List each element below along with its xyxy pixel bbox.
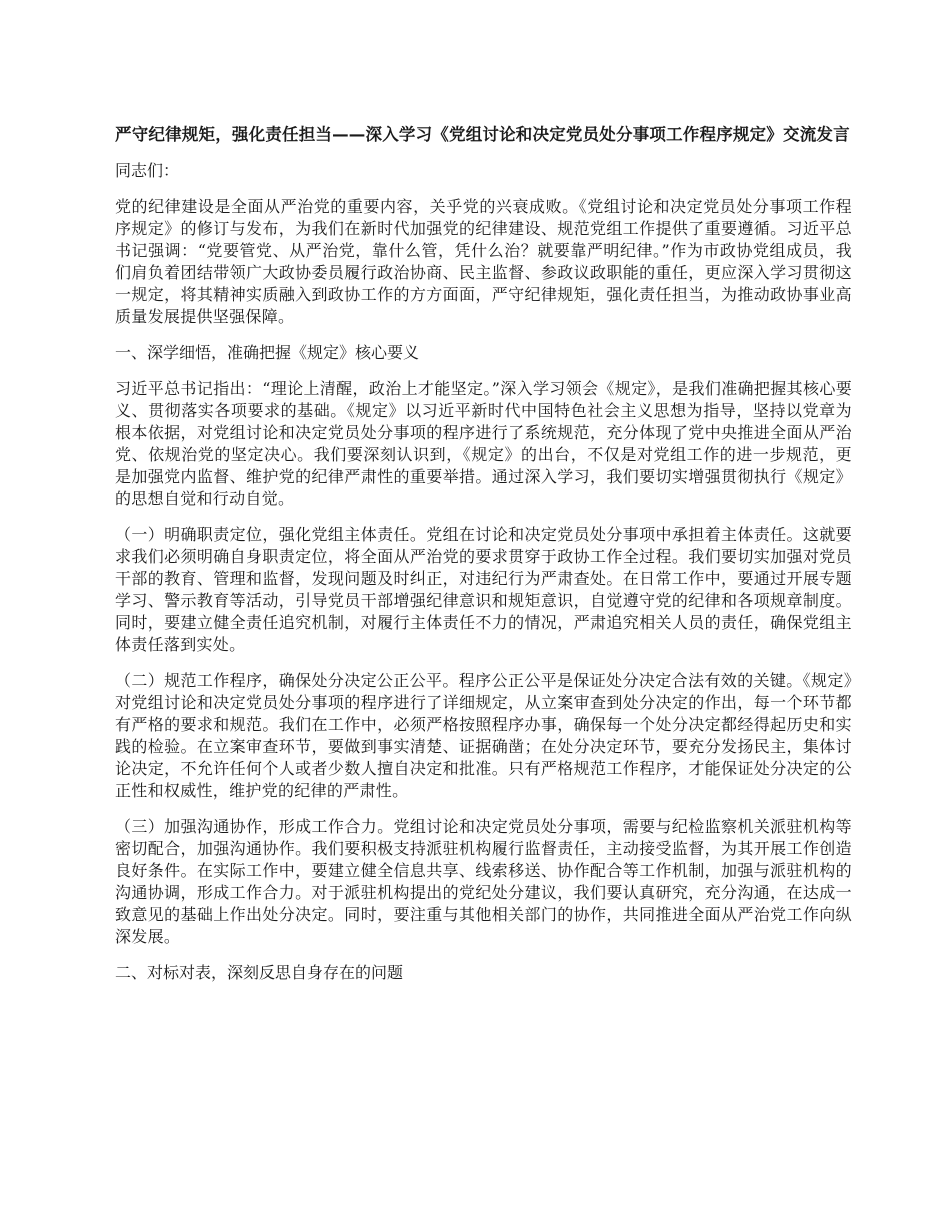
point-2-paragraph: （二）规范工作程序，确保处分决定公正公平。程序公正公平是保证处分决定合法有效的关键。《规定》对党组讨论和决定党员处分事项的程序进行了详细规定，从立案审查到处分决定的作出，每一个环节都有严格的要求和规范。我们在工作中，必须严格按照程序办事，确保每一个处分决定都经得起历史和实践的检验。在立案审查环节，要做到事实清楚、证据确凿；在处分决定环节，要充分发扬民主，集体讨论决定，不允许任何个人或者少数人擅自决定和批准。只有严格规范工作程序，才能保证处分决定的公正性和权威性，维护党的纪律的严肃性。	[115, 671, 852, 800]
section-1-paragraph: 习近平总书记指出：“理论上清醒，政治上才能坚定。”深入学习领会《规定》，是我们准确把握其核心要义、贯彻落实各项要求的基础。《规定》以习近平新时代中国特色社会主义思想为指导，坚持以党章为根本依据，对党组讨论和决定党员处分事项的程序进行了系统规范，充分体现了党中央推进全面从严治党、依规治党的坚定决心。我们要深刻认识到，《规定》的出台，不仅是对党组工作的进一步规范，更是加强党内监督、维护党的纪律严肃性的重要举措。通过深入学习，我们要切实增强贯彻执行《规定》的思想自觉和行动自觉。	[115, 379, 852, 508]
greeting: 同志们：	[115, 161, 180, 180]
document-title: 严守纪律规矩，强化责任担当——深入学习《党组讨论和决定党员处分事项工作程序规定》交流发言	[115, 125, 850, 144]
section-1-heading: 一、深学细悟，准确把握《规定》核心要义	[115, 343, 420, 362]
point-1-paragraph: （一）明确职责定位，强化党组主体责任。党组在讨论和决定党员处分事项中承担着主体责任。这就要求我们必须明确自身职责定位，将全面从严治党的要求贯穿于政协工作全过程。我们要切实加强对党员干部的教育、管理和监督，发现问题及时纠正，对违纪行为严肃查处。在日常工作中，要通过开展专题学习、警示教育等活动，引导党员干部增强纪律意识和规矩意识，自觉遵守党的纪律和各项规章制度。同时，要建立健全责任追究机制，对履行主体责任不力的情况，严肃追究相关人员的责任，确保党组主体责任落到实处。	[115, 525, 852, 654]
document-body	[115, 124, 852, 998]
intro-paragraph: 党的纪律建设是全面从严治党的重要内容，关乎党的兴衰成败。《党组讨论和决定党员处分事项工作程序规定》的修订与发布，为我们在新时代加强党的纪律建设、规范党组工作提供了重要遵循。习近平总书记强调：“党要管党、从严治党，靠什么管，凭什么治？就要靠严明纪律。”作为市政协党组成员，我们肩负着团结带领广大政协委员履行政治协商、民主监督、参政议政职能的重任，更应深入学习贯彻这一规定，将其精神实质融入到政协工作的方方面面，严守纪律规矩，强化责任担当，为推动政协事业高质量发展提供坚强保障。	[115, 197, 852, 326]
point-3-paragraph: （三）加强沟通协作，形成工作合力。党组讨论和决定党员处分事项，需要与纪检监察机关派驻机构等密切配合，加强沟通协作。我们要积极支持派驻机构履行监督责任，主动接受监督，为其开展工作创造良好条件。在实际工作中，要建立健全信息共享、线索移送、协作配合等工作机制，加强与派驻机构的沟通协调，形成工作合力。对于派驻机构提出的党纪处分建议，我们要认真研究，充分沟通，在达成一致意见的基础上作出处分决定。同时，要注重与其他相关部门的协作，共同推进全面从严治党工作向纵深发展。	[115, 817, 852, 946]
section-2-heading: 二、对标对表，深刻反思自身存在的问题	[115, 963, 404, 982]
